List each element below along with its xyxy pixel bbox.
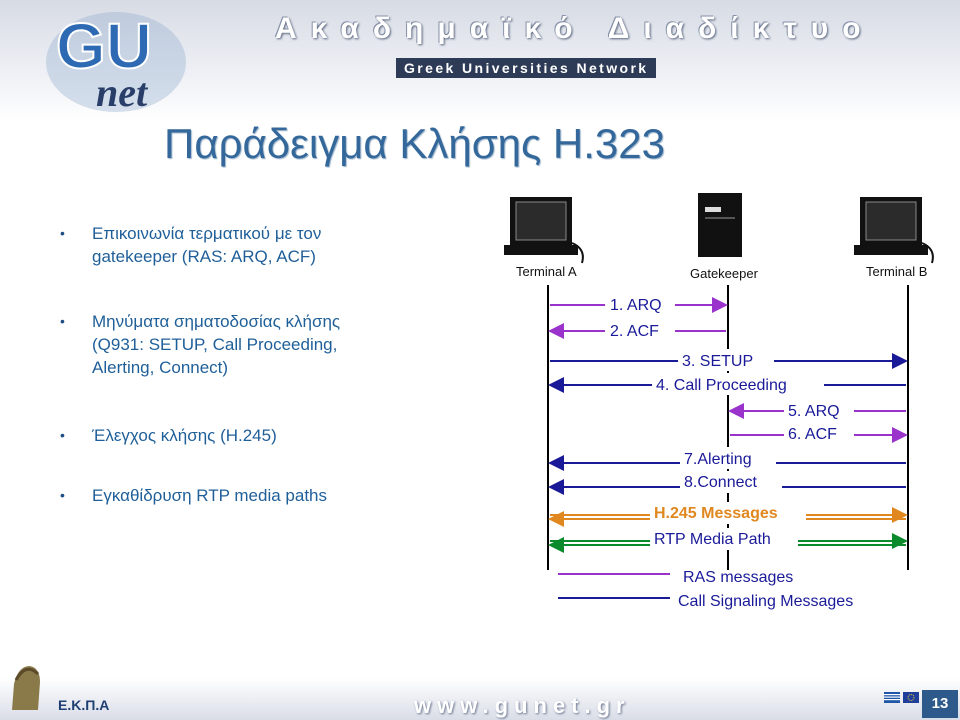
- footer-url: www.gunet.gr: [414, 693, 631, 718]
- bullet-item: [62, 484, 327, 507]
- bullet-text: • Επικοινωνία τερματικού με τον gatekeeper (RAS: ARQ, ACF): [92, 224, 322, 266]
- msg-h245: H.245 Messages: [654, 505, 778, 522]
- legend-ras-label: RAS messages: [683, 569, 794, 586]
- call-flow-diagram: [500, 185, 960, 615]
- bullet-item: [62, 424, 277, 447]
- msg-call-proceeding-4: 4. Call Proceeding: [656, 377, 787, 394]
- gatekeeper-label: Gatekeeper: [690, 266, 758, 281]
- msg-rtp: RTP Media Path: [654, 531, 771, 548]
- msg-acf-2: 2. ACF: [610, 323, 659, 340]
- gunet-logo: [44, 6, 194, 114]
- logo-top-text: GU: [56, 10, 152, 82]
- msg-alerting-7: 7.Alerting: [684, 451, 752, 468]
- header-title: Ακαδημαϊκό Διαδίκτυο: [275, 12, 875, 45]
- bullet-item: [62, 222, 321, 268]
- msg-acf-6: 6. ACF: [788, 426, 837, 443]
- legend-call-label: Call Signaling Messages: [678, 593, 854, 610]
- header-subtitle: Greek Universities Network: [396, 58, 656, 78]
- terminal-a-label: Terminal A: [516, 264, 577, 279]
- bullet-text: • Εγκαθίδρυση RTP media paths: [92, 486, 328, 505]
- bullet-item: [62, 310, 340, 379]
- eu-flag-icon: [903, 692, 919, 703]
- terminal-b-computer-icon: [854, 197, 933, 263]
- footer-org: Ε.Κ.Π.Α: [58, 697, 110, 713]
- header-banner: [0, 0, 960, 122]
- gatekeeper-server-icon: [698, 193, 742, 257]
- msg-arq-1: 1. ARQ: [610, 297, 662, 314]
- bullet-text: • Μηνύματα σηματοδοσίας κλήσης (Q931: SETUP, Call Proceeding, Alerting, Connect): [92, 312, 341, 377]
- bullet-text: • Έλεγχος κλήσης (H.245): [92, 426, 277, 445]
- terminal-a-computer-icon: [504, 197, 583, 263]
- helmet-logo-icon: [6, 660, 46, 716]
- page-number: 13: [922, 690, 958, 718]
- msg-arq-5: 5. ARQ: [788, 403, 840, 420]
- terminal-b-label: Terminal B: [866, 264, 928, 279]
- greek-flag-icon: [884, 692, 900, 703]
- msg-setup-3: 3. SETUP: [682, 353, 754, 370]
- logo-bottom-text: net: [96, 70, 148, 114]
- msg-connect-8: 8.Connect: [684, 474, 757, 491]
- slide-title: Παράδειγμα Κλήσης H.323: [164, 120, 666, 167]
